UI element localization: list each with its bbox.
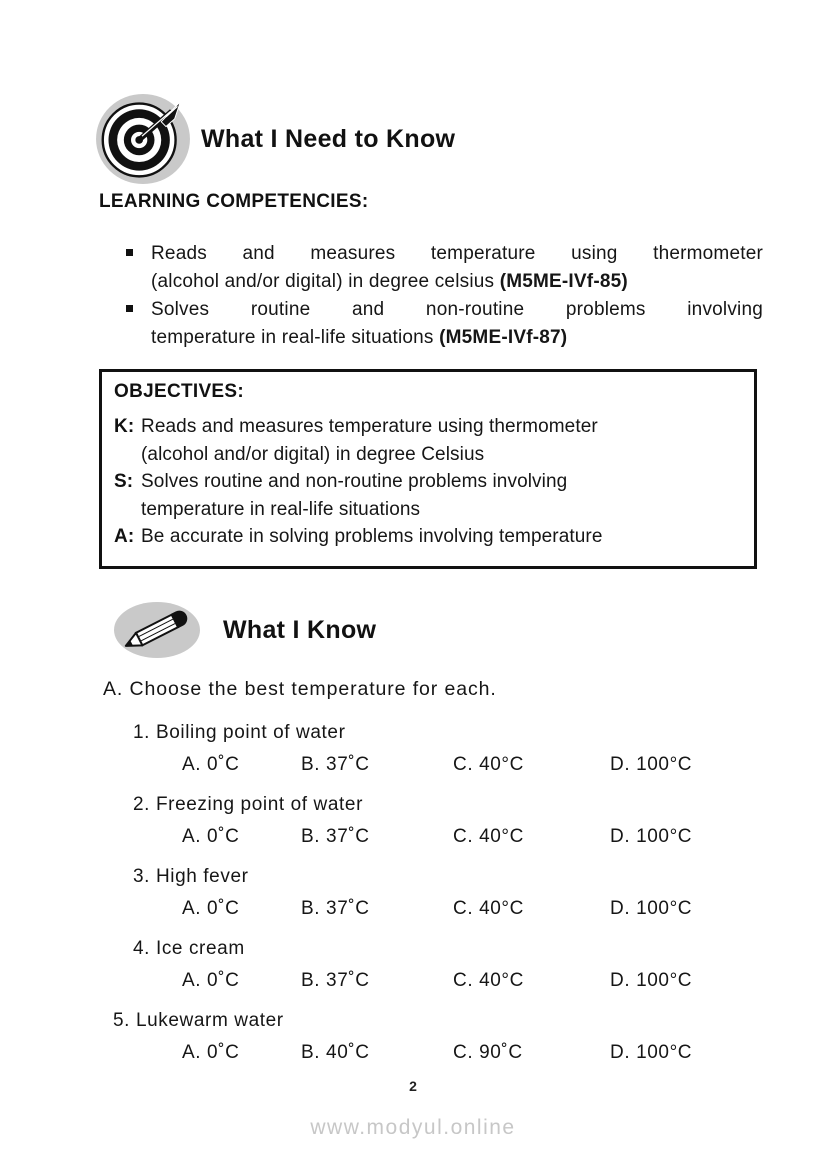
what-i-know-header: [113, 601, 376, 659]
option-d: D. 100°C: [610, 826, 693, 847]
part-a-instruction: A. Choose the best temperature for each.: [103, 678, 497, 700]
question-list: [0, 719, 826, 1079]
option-d: D. 100°C: [610, 898, 693, 919]
bullet-square-icon: [126, 305, 133, 312]
competency-line: [151, 324, 763, 352]
question-label: Boiling point of water: [155, 722, 346, 743]
question-3: [0, 863, 826, 922]
option-a: A. 0˚C: [182, 898, 240, 919]
options-row: [182, 823, 826, 850]
option-c: C. 40°C: [453, 826, 524, 847]
objective-item-s: [114, 468, 739, 523]
options-row: [182, 895, 826, 922]
question-text: [0, 863, 826, 890]
competency-item: [125, 296, 763, 351]
question-1: [0, 719, 826, 778]
option-b: B. 37˚C: [301, 826, 370, 847]
option-c: C. 90˚C: [453, 1042, 523, 1063]
options-row: [182, 967, 826, 994]
watermark-url: www.modyul.online: [310, 1116, 516, 1139]
question-number: 4.: [133, 938, 151, 959]
target-dartboard-icon: [95, 93, 191, 185]
option-c: C. 40°C: [453, 754, 524, 775]
question-label: Lukewarm water: [135, 1010, 284, 1031]
option-d: D. 100°C: [610, 1042, 693, 1063]
bullet-square-icon: [126, 249, 133, 256]
option-b: B. 37˚C: [301, 898, 370, 919]
question-text: [0, 1007, 826, 1034]
question-5: [0, 1007, 826, 1066]
competency-text-block: [151, 296, 763, 351]
question-text: [0, 791, 826, 818]
option-a: A. 0˚C: [182, 754, 240, 775]
question-number: 3.: [133, 866, 151, 887]
competency-code: (M5ME-IVf-87): [439, 326, 568, 348]
section-title-what-i-need-to-know: What I Need to Know: [201, 124, 456, 153]
competency-line: [151, 268, 763, 296]
competencies-list: [125, 240, 763, 352]
options-row: [182, 1039, 826, 1066]
question-text: [0, 719, 826, 746]
option-b: B. 40˚C: [301, 1042, 370, 1063]
objective-text: [141, 468, 739, 523]
objective-item-k: [114, 413, 739, 468]
learning-competencies-heading: LEARNING COMPETENCIES:: [99, 191, 369, 212]
objective-text: [141, 523, 739, 551]
objective-line: temperature in real-life situations: [141, 498, 421, 520]
page-number: 2: [409, 1078, 417, 1094]
competency-code: (M5ME-IVf-85): [499, 270, 628, 292]
competency-line: Reads and measures temperature using thermometer: [151, 243, 763, 264]
competency-line: Solves routine and non-routine problems involving: [151, 299, 763, 320]
option-d: D. 100°C: [610, 754, 693, 775]
question-4: [0, 935, 826, 994]
objective-label: K:: [114, 416, 135, 437]
objective-item-a: [114, 523, 739, 551]
question-number: 2.: [133, 794, 151, 815]
objective-label: A:: [114, 526, 135, 547]
objective-line: Solves routine and non-routine problems involving: [141, 471, 568, 492]
objectives-box: [99, 369, 757, 569]
objective-line: Reads and measures temperature using thermometer: [141, 416, 598, 437]
pencil-icon: [113, 601, 201, 659]
question-2: [0, 791, 826, 850]
question-label: High fever: [155, 866, 249, 887]
question-label: Ice cream: [155, 938, 245, 959]
option-c: C. 40°C: [453, 970, 524, 991]
question-number: 5.: [113, 1010, 131, 1031]
competency-text: (alcohol and/or digital) in degree celsius: [151, 270, 500, 292]
competency-item: [125, 240, 763, 295]
option-b: B. 37˚C: [301, 754, 370, 775]
competency-text: temperature in real-life situations: [151, 326, 440, 348]
what-i-need-to-know-header: [95, 93, 455, 185]
objectives-heading: OBJECTIVES:: [114, 381, 244, 402]
question-label: Freezing point of water: [155, 794, 364, 815]
option-b: B. 37˚C: [301, 970, 370, 991]
option-a: A. 0˚C: [182, 1042, 240, 1063]
competency-text-block: [151, 240, 763, 295]
options-row: [182, 751, 826, 778]
option-d: D. 100°C: [610, 970, 693, 991]
option-c: C. 40°C: [453, 898, 524, 919]
question-number: 1.: [133, 722, 151, 743]
question-text: [0, 935, 826, 962]
objective-label: S:: [114, 471, 134, 492]
section-title-what-i-know: What I Know: [223, 615, 377, 644]
option-a: A. 0˚C: [182, 970, 240, 991]
objective-text: [141, 413, 739, 468]
objective-line: Be accurate in solving problems involving temperature: [141, 526, 603, 547]
objective-line: (alcohol and/or digital) in degree Celsius: [141, 443, 485, 465]
option-a: A. 0˚C: [182, 826, 240, 847]
